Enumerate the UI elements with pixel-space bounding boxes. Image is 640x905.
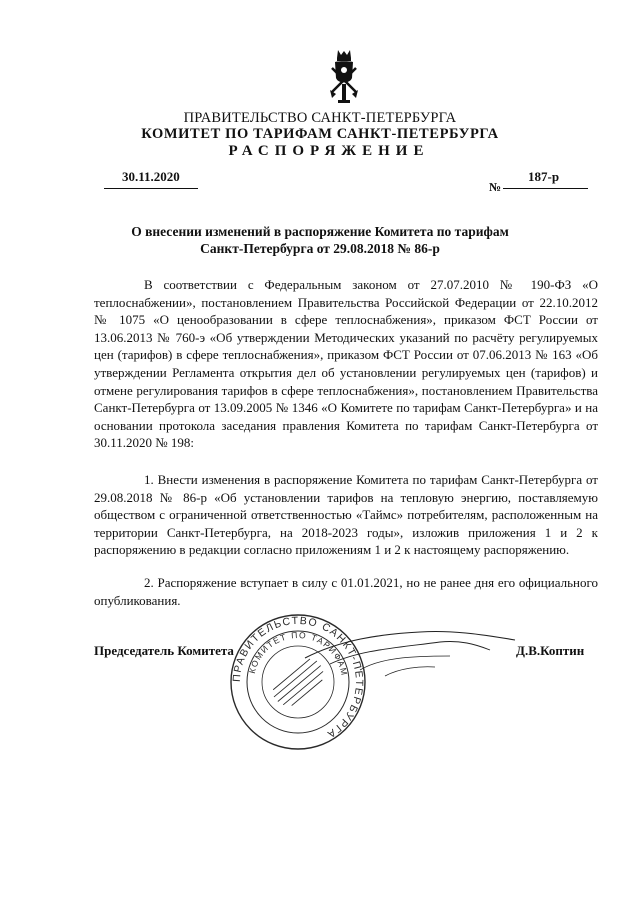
signatory-position: Председатель Комитета xyxy=(94,643,234,658)
preamble-paragraph: В соответствии с Федеральным законом от 27.07.2010 № 190-ФЗ «О теплоснабжении», постановлением Правительства Российской Федерации от 22.10.2012 № 1075 «О ценообразовании в сфере теплоснабжения», приказом ФСТ России от 13.06.2013 № 760-э «Об утверждении Методических указаний по расчёту регулируемых цен (тарифов) в сфере теплоснабжения», приказом ФСТ России от 07.06.2013 № 163 «Об утверждении Регламента открытия дел об установлении регулируемых цен (тарифов) и отмене регулирования тарифов в сфере теплоснабжения», постановлением Правительства Санкт-Петербурга от 13.09.2005 № 1346 «О Комитете по тарифам Санкт-Петербурга» и на основании протокола заседания правления Комитета по тарифам Санкт-Петербурга от 30.11.2020 № 198: xyxy=(94,277,598,451)
stamp-outer-text: ПРАВИТЕЛЬСТВО САНКТ-ПЕТЕРБУРГА xyxy=(230,614,366,741)
number-underline xyxy=(503,188,588,189)
document-subject xyxy=(90,224,550,257)
signatory-name: Д.В.Коптин xyxy=(516,643,585,658)
subject-line-2: Санкт-Петербурга от 29.08.2018 № 86-р xyxy=(200,240,440,256)
subject-line-1: О внесении изменений в распоряжение Комитета по тарифам xyxy=(131,224,509,239)
document-date: 30.11.2020 xyxy=(122,169,180,184)
order-item-1: 1. Внести изменения в распоряжение Комитета по тарифам Санкт-Петербурга от 29.08.2018 № 86-р «Об установлении тарифов на тепловую энергию, поставляемую обществом с ограниченной ответственностью «Таймс» потребителям, расположенным на территории Санкт-Петербурга, на 2018-2023 годы», изложив приложения 1 и 2 к распоряжению в редакции согласно приложениям 1 и 2 к настоящему распоряжению. xyxy=(94,472,598,558)
order-item-2: 2. Распоряжение вступает в силу с 01.01.2021, но не ранее дня его официального опубликования. xyxy=(94,575,598,608)
document-type: РАСПОРЯЖЕНИЕ xyxy=(228,143,430,159)
government-title: ПРАВИТЕЛЬСТВО САНКТ-ПЕТЕРБУРГА xyxy=(183,110,457,126)
committee-title: КОМИТЕТ ПО ТАРИФАМ САНКТ-ПЕТЕРБУРГА xyxy=(141,126,499,142)
number-label: № xyxy=(489,180,502,194)
date-underline xyxy=(104,188,198,189)
handwritten-signature xyxy=(300,620,520,690)
stamp-middle-text: КОМИТЕТ ПО ТАРИФАМ xyxy=(246,629,350,678)
document-number: 187-р xyxy=(528,169,560,184)
coat-of-arms-icon xyxy=(326,48,362,106)
